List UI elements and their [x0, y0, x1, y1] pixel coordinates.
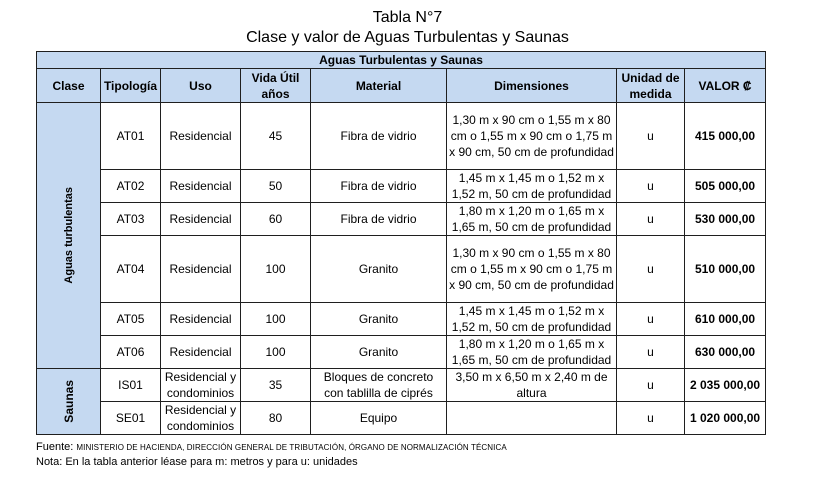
header-material: Material	[311, 69, 447, 103]
table-number-title: Tabla N°7	[372, 9, 443, 26]
cell-material: Granito	[311, 336, 447, 369]
cell-material: Fibra de vidrio	[311, 203, 447, 236]
cell-uso: Residencial	[161, 336, 241, 369]
cell-valor: 415 000,00	[685, 103, 766, 170]
cell-tipologia: AT03	[101, 203, 161, 236]
cell-tipologia: AT05	[101, 303, 161, 336]
cell-uso: Residencial	[161, 203, 241, 236]
cell-material: Bloques de concreto con tablilla de ciprés	[311, 369, 447, 402]
header-clase: Clase	[37, 69, 101, 103]
cell-valor: 2 035 000,00	[685, 369, 766, 402]
cell-tipologia: AT04	[101, 236, 161, 303]
cell-vida: 100	[241, 336, 311, 369]
cell-dimensiones: 1,30 m x 90 cm o 1,55 m x 80 cm o 1,55 m x 90 cm o 1,75 m x 90 cm, 50 cm de profundidad	[447, 236, 617, 303]
cell-tipologia: AT06	[101, 336, 161, 369]
header-vida-util: Vida Útil años	[241, 69, 311, 103]
cell-material: Equipo	[311, 402, 447, 435]
cell-valor: 610 000,00	[685, 303, 766, 336]
cell-unidad: u	[617, 236, 685, 303]
cell-tipologia: SE01	[101, 402, 161, 435]
cell-dimensiones: 1,80 m x 1,20 m o 1,65 m x 1,65 m, 50 cm de profundidad	[447, 336, 617, 369]
table-row	[37, 236, 766, 303]
class-label: Saunas	[61, 380, 76, 423]
cell-uso: Residencial	[161, 103, 241, 170]
cell-dimensiones: 1,80 m x 1,20 m o 1,65 m x 1,65 m, 50 cm de profundidad	[447, 203, 617, 236]
cell-valor: 630 000,00	[685, 336, 766, 369]
cell-valor: 530 000,00	[685, 203, 766, 236]
header-row	[37, 69, 766, 103]
header-uso: Uso	[161, 69, 241, 103]
cell-valor: 505 000,00	[685, 170, 766, 203]
cell-tipologia: IS01	[101, 369, 161, 402]
table-row	[37, 369, 766, 402]
class-label: Aguas turbulentas	[62, 187, 75, 284]
header-valor: VALOR ₡	[685, 69, 766, 103]
cell-dimensiones	[447, 402, 617, 435]
values-table	[36, 51, 766, 435]
source-note	[36, 441, 507, 454]
table-row	[37, 402, 766, 435]
cell-material: Fibra de vidrio	[311, 170, 447, 203]
table-row	[37, 203, 766, 236]
header-unidad: Unidad de medida	[617, 69, 685, 103]
cell-material: Fibra de vidrio	[311, 103, 447, 170]
class-cell	[37, 103, 101, 369]
cell-uso: Residencial	[161, 236, 241, 303]
class-cell	[37, 369, 101, 435]
cell-unidad: u	[617, 203, 685, 236]
table-row	[37, 103, 766, 170]
source-text: MINISTERIO DE HACIENDA, DIRECCIÓN GENERAL DE TRIBUTACIÓN, ÓRGANO DE NORMALIZACIÓN TÉCNICA	[76, 443, 507, 452]
source-label: Fuente:	[36, 441, 74, 453]
cell-vida: 60	[241, 203, 311, 236]
cell-vida: 35	[241, 369, 311, 402]
cell-unidad: u	[617, 336, 685, 369]
cell-vida: 100	[241, 303, 311, 336]
cell-uso: Residencial	[161, 303, 241, 336]
cell-unidad: u	[617, 303, 685, 336]
cell-valor: 1 020 000,00	[685, 402, 766, 435]
header-tipologia: Tipología	[101, 69, 161, 103]
table-banner-row	[37, 52, 766, 69]
cell-uso: Residencial	[161, 170, 241, 203]
table-row	[37, 336, 766, 369]
table-row	[37, 303, 766, 336]
cell-vida: 100	[241, 236, 311, 303]
cell-dimensiones: 3,50 m x 6,50 m x 2,40 m de altura	[447, 369, 617, 402]
table-subtitle: Clase y valor de Aguas Turbulentas y Saunas	[246, 29, 569, 46]
cell-tipologia: AT01	[101, 103, 161, 170]
header-dimensiones: Dimensiones	[447, 69, 617, 103]
cell-unidad: u	[617, 369, 685, 402]
table-row	[37, 170, 766, 203]
cell-dimensiones: 1,45 m x 1,45 m o 1,52 m x 1,52 m, 50 cm de profundidad	[447, 170, 617, 203]
cell-vida: 80	[241, 402, 311, 435]
cell-tipologia: AT02	[101, 170, 161, 203]
cell-unidad: u	[617, 402, 685, 435]
table-body	[37, 103, 766, 435]
cell-dimensiones: 1,45 m x 1,45 m o 1,52 m x 1,52 m, 50 cm de profundidad	[447, 303, 617, 336]
cell-valor: 510 000,00	[685, 236, 766, 303]
cell-vida: 50	[241, 170, 311, 203]
cell-dimensiones: 1,30 m x 90 cm o 1,55 m x 80 cm o 1,55 m x 90 cm o 1,75 m x 90 cm, 50 cm de profundidad	[447, 103, 617, 170]
cell-unidad: u	[617, 103, 685, 170]
cell-vida: 45	[241, 103, 311, 170]
table-banner: Aguas Turbulentas y Saunas	[37, 52, 766, 69]
cell-material: Granito	[311, 236, 447, 303]
cell-uso: Residencial y condominios	[161, 369, 241, 402]
cell-unidad: u	[617, 170, 685, 203]
units-note: Nota: En la tabla anterior léase para m: metros y para u: unidades	[36, 456, 358, 468]
cell-uso: Residencial y condominios	[161, 402, 241, 435]
cell-material: Granito	[311, 303, 447, 336]
